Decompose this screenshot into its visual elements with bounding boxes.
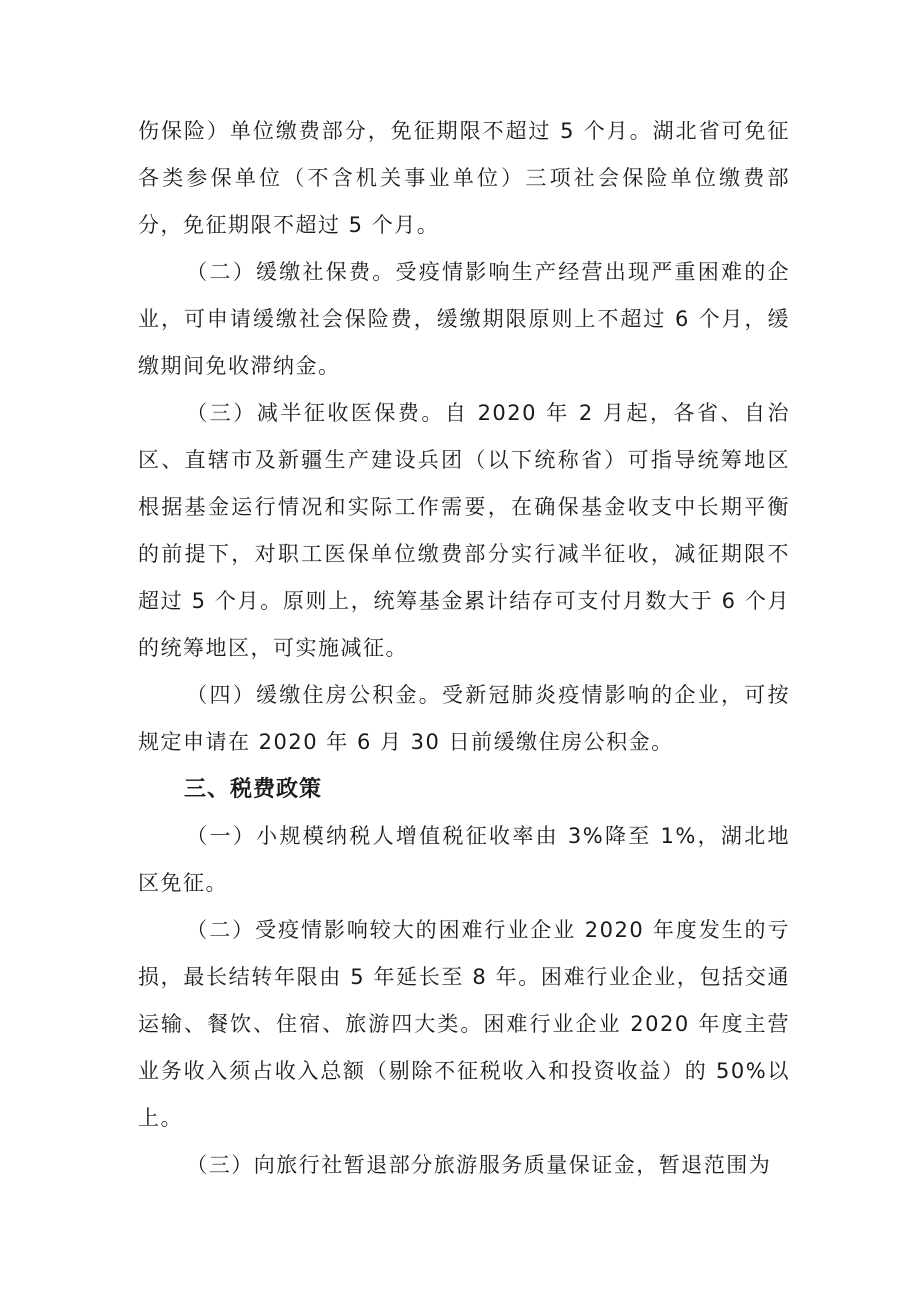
section-heading-tax-policy: 三、税费政策 [184,777,323,802]
paragraph-travel-agency-deposit: （三）向旅行社暂退部分旅游服务质量保证金，暂退范围为 [186,1153,772,1177]
document-body [138,108,790,1189]
paragraph-halved-medical-insurance: （三）减半征收医保费。自 2020 年 2 月起，各省、自治区、直辖市及新疆生产建设兵团（以下统称省）可指导统筹地区根据基金运行情况和实际工作需要，在确保基金收支中长期平衡的前提下，对职工医保单位缴费部分实行减半征收，减征期限不超过 5 个月。原则上，统筹基金累计结存可支付月数大于 6 个月的统筹地区，可实施减征。 [138,401,790,660]
paragraph-deferred-housing-fund: （四）缓缴住房公积金。受新冠肺炎疫情影响的企业，可按规定申请在 2020 年 6 月 30 日前缓缴住房公积金。 [138,683,790,754]
paragraph-deferred-social-insurance: （二）缓缴社保费。受疫情影响生产经营出现严重困难的企业，可申请缓缴社会保险费，缓缴期限原则上不超过 6 个月，缓缴期间免收滞纳金。 [138,260,790,378]
paragraph-continuation: 伤保险）单位缴费部分，免征期限不超过 5 个月。湖北省可免征各类参保单位（不含机关事业单位）三项社会保险单位缴费部分，免征期限不超过 5 个月。 [138,119,790,237]
paragraph-vat-rate: （一）小规模纳税人增值税征收率由 3%降至 1%，湖北地区免征。 [138,824,790,895]
paragraph-loss-carryforward: （二）受疫情影响较大的困难行业企业 2020 年度发生的亏损，最长结转年限由 5 年延长至 8 年。困难行业企业，包括交通运输、餐饮、住宿、旅游四大类。困难行业企业 2020 年度主营业务收入须占收入总额（剔除不征税收入和投资收益）的 50%以上。 [138,918,790,1130]
